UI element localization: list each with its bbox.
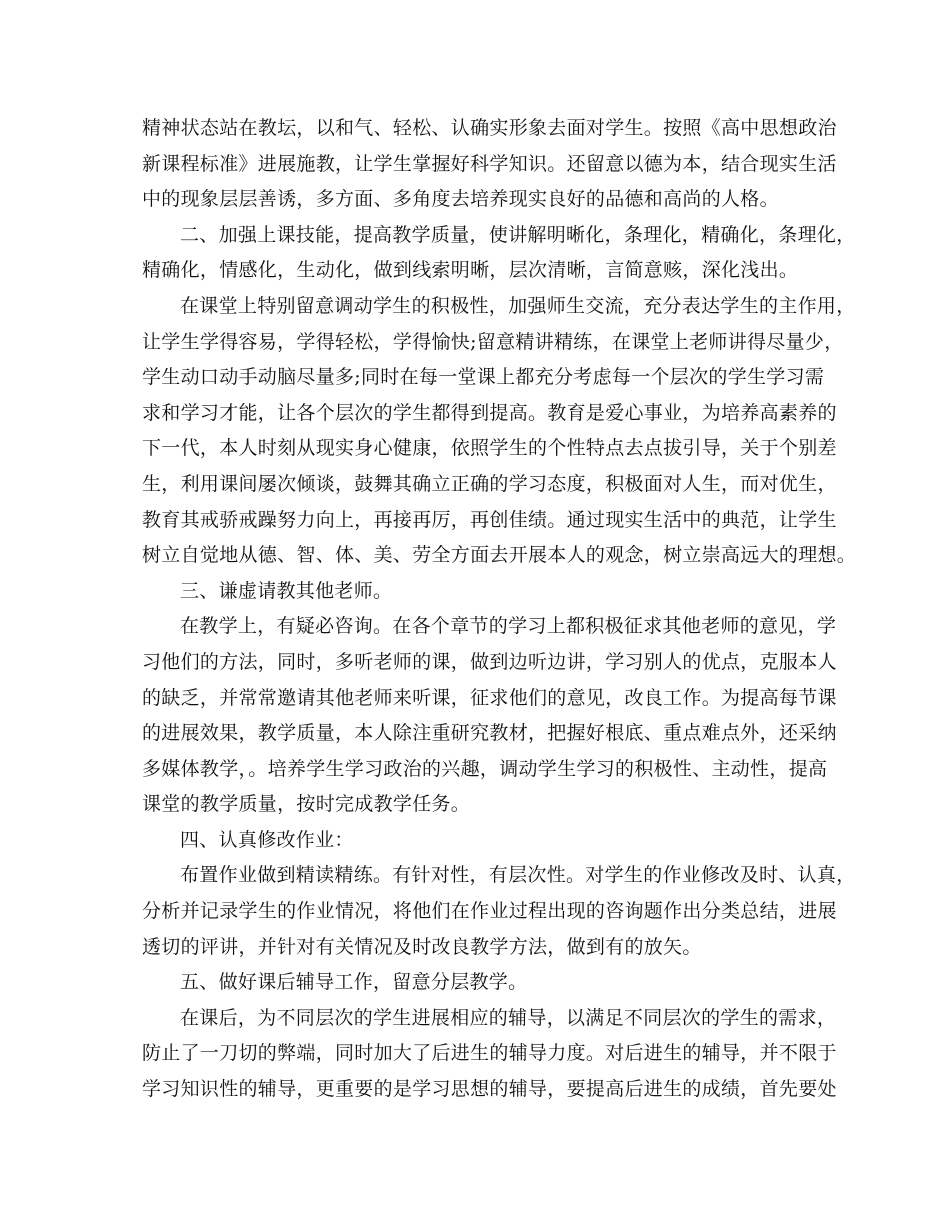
text-line: 二、加强上课技能，提高教学质量，使讲解明晰化，条理化，精确化，条理化， bbox=[180, 223, 856, 246]
text-line: 五、做好课后辅导工作，留意分层教学。 bbox=[180, 971, 528, 994]
text-line: 学生动口动手动脑尽量多;同时在每一堂课上都充分考虑每一个层次的学生学习需 bbox=[142, 366, 825, 389]
text-line: 学习知识性的辅导，更重要的是学习思想的辅导，要提高后进生的成绩，首先要处 bbox=[142, 1078, 837, 1101]
text-line: 布置作业做到精读精练。有针对性，有层次性。对学生的作业修改及时、认真， bbox=[180, 864, 856, 887]
text-line: 树立自觉地从德、智、体、美、劳全方面去开展本人的观念，树立崇高远大的理想。 bbox=[142, 544, 857, 567]
text-line: 习他们的方法，同时，多听老师的课，做到边听边讲，学习别人的优点，克服本人 bbox=[142, 650, 837, 673]
text-line: 的缺乏，并常常邀请其他老师来听课，征求他们的意见，改良工作。为提高每节课 bbox=[142, 686, 837, 709]
text-line: 透切的评讲，并针对有关情况及时改良教学方法，做到有的放矢。 bbox=[142, 935, 702, 958]
text-line: 让学生学得容易，学得轻松，学得愉快;留意精讲精练，在课堂上老师讲得尽量少， bbox=[142, 330, 844, 353]
text-line: 下一代，本人时刻从现实身心健康，依照学生的个性特点去点拔引导，关于个别差 bbox=[142, 437, 837, 460]
text-line: 四、认真修改作业： bbox=[180, 828, 354, 851]
text-line: 的进展效果，教学质量，本人除注重研究教材，把握好根底、重点难点外，还采纳 bbox=[142, 722, 837, 745]
text-line: 三、谦虚请教其他老师。 bbox=[180, 579, 393, 602]
text-line: 防止了一刀切的弊端，同时加大了后进生的辅导力度。对后进生的辅导，并不限于 bbox=[142, 1042, 837, 1065]
text-line: 在课堂上特别留意调动学生的积极性，加强师生交流，充分表达学生的主作用， bbox=[180, 294, 856, 317]
text-line: 求和学习才能，让各个层次的学生都得到提高。教育是爱心事业，为培养高素养的 bbox=[142, 401, 837, 424]
text-line: 中的现象层层善诱，多方面、多角度去培养现实良好的品德和高尚的人格。 bbox=[142, 188, 779, 211]
text-line: 分析并记录学生的作业情况，将他们在作业过程出现的咨询题作出分类总结，进展 bbox=[142, 900, 837, 923]
text-line: 在教学上，有疑必咨询。在各个章节的学习上都积极征求其他老师的意见，学 bbox=[180, 615, 837, 638]
text-line: 新课程标准》进展施教，让学生掌握好科学知识。还留意以德为本，结合现实生活 bbox=[142, 152, 837, 175]
text-line: 课堂的教学质量，按时完成教学任务。 bbox=[142, 793, 471, 816]
document-body bbox=[142, 111, 857, 1108]
text-line: 在课后，为不同层次的学生进展相应的辅导，以满足不同层次的学生的需求， bbox=[180, 1006, 837, 1029]
text-line: 教育其戒骄戒躁努力向上，再接再厉，再创佳绩。通过现实生活中的典范，让学生 bbox=[142, 508, 837, 531]
text-line: 生，利用课间屡次倾谈，鼓舞其确立正确的学习态度，积极面对人生，而对优生， bbox=[142, 472, 837, 495]
text-line: 精确化，情感化，生动化，做到线索明晰，层次清晰，言简意赅，深化浅出。 bbox=[142, 259, 799, 282]
text-line: 多媒体教学，。培养学生学习政治的兴趣，调动学生学习的积极性、主动性，提高 bbox=[142, 757, 828, 780]
text-line: 精神状态站在教坛，以和气、轻松、认确实形象去面对学生。按照《高中思想政治 bbox=[142, 117, 837, 139]
